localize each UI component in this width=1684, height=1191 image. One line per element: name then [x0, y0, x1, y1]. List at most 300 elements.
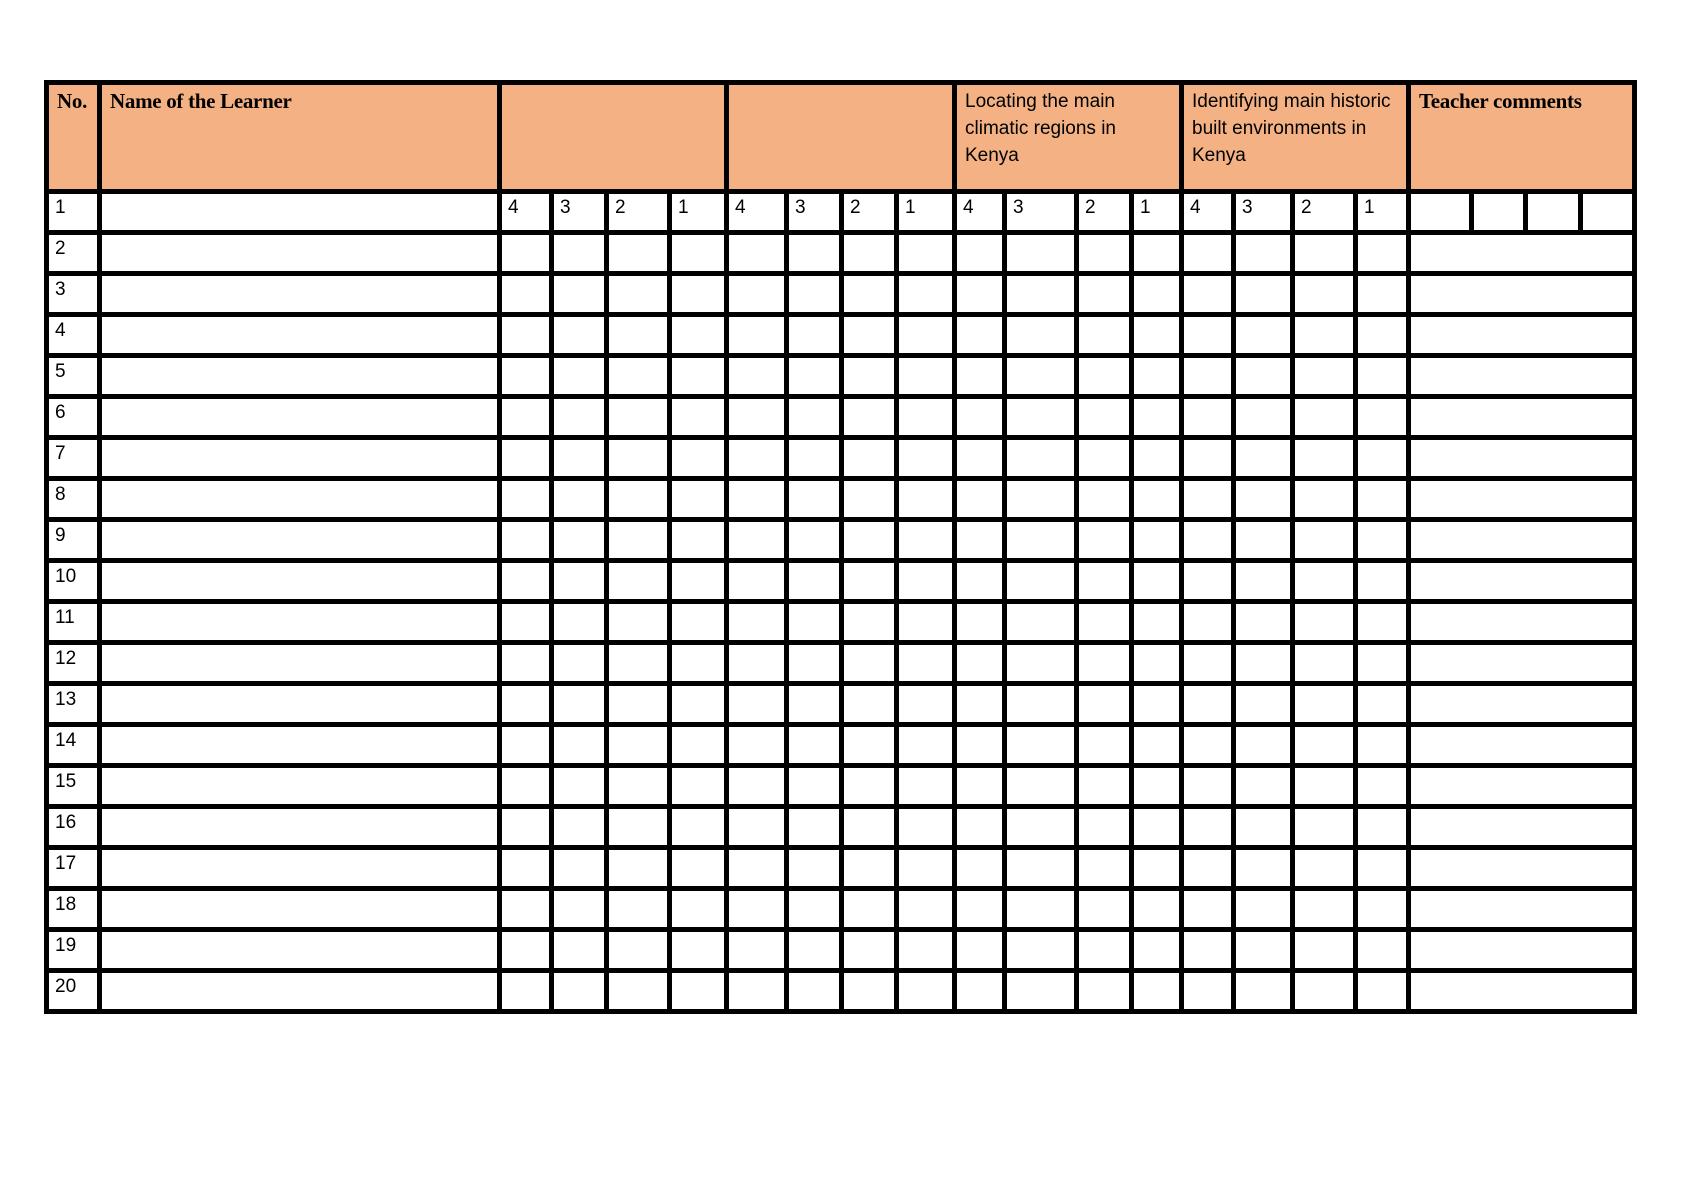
score-cell-criterion-2[interactable] — [727, 315, 787, 356]
score-cell-criterion-1[interactable] — [607, 479, 670, 520]
score-cell-criterion-historic-environments[interactable] — [1293, 766, 1356, 807]
score-cell-criterion-2[interactable] — [727, 561, 787, 602]
score-cell-criterion-2[interactable] — [842, 397, 897, 438]
score-cell-criterion-climatic-regions[interactable] — [955, 397, 1005, 438]
score-cell-criterion-2[interactable] — [787, 315, 842, 356]
score-cell-criterion-2[interactable] — [727, 971, 787, 1012]
score-cell-criterion-2[interactable] — [897, 889, 955, 930]
score-cell-criterion-historic-environments[interactable] — [1293, 602, 1356, 643]
score-cell-criterion-2[interactable] — [727, 356, 787, 397]
score-cell-criterion-2[interactable] — [787, 971, 842, 1012]
score-cell-criterion-historic-environments[interactable] — [1234, 766, 1293, 807]
score-cell-criterion-climatic-regions[interactable] — [1077, 397, 1132, 438]
score-cell-criterion-climatic-regions[interactable] — [1005, 561, 1077, 602]
score-cell-criterion-2[interactable] — [787, 397, 842, 438]
score-cell-criterion-2[interactable] — [842, 889, 897, 930]
score-cell-criterion-climatic-regions[interactable] — [1132, 643, 1182, 684]
score-cell-criterion-1[interactable] — [670, 397, 727, 438]
score-cell-criterion-1[interactable] — [607, 315, 670, 356]
score-cell-criterion-historic-environments[interactable] — [1182, 848, 1234, 889]
score-cell-criterion-1[interactable] — [607, 971, 670, 1012]
score-cell-criterion-2[interactable] — [842, 766, 897, 807]
score-cell-criterion-climatic-regions[interactable] — [1132, 520, 1182, 561]
score-cell-criterion-1[interactable] — [500, 725, 552, 766]
score-cell-criterion-1[interactable] — [552, 479, 607, 520]
score-cell-criterion-climatic-regions[interactable] — [1077, 356, 1132, 397]
score-cell-criterion-historic-environments[interactable] — [1182, 971, 1234, 1012]
score-cell-criterion-1[interactable] — [552, 725, 607, 766]
score-cell-criterion-historic-environments[interactable] — [1234, 725, 1293, 766]
score-cell-criterion-1[interactable] — [607, 233, 670, 274]
score-cell-criterion-climatic-regions[interactable] — [1132, 274, 1182, 315]
score-cell-criterion-2[interactable] — [897, 479, 955, 520]
score-cell-criterion-historic-environments[interactable] — [1293, 561, 1356, 602]
score-cell-criterion-historic-environments[interactable] — [1356, 274, 1409, 315]
score-cell-criterion-2[interactable] — [787, 930, 842, 971]
score-cell-criterion-1[interactable] — [607, 274, 670, 315]
score-cell-criterion-1[interactable] — [607, 930, 670, 971]
score-cell-criterion-climatic-regions[interactable] — [1005, 684, 1077, 725]
score-cell-criterion-historic-environments[interactable] — [1293, 971, 1356, 1012]
score-cell-criterion-historic-environments[interactable] — [1356, 848, 1409, 889]
teacher-comment-cell[interactable] — [1409, 274, 1635, 315]
score-cell-criterion-historic-environments[interactable] — [1293, 397, 1356, 438]
learner-name-cell[interactable] — [100, 725, 500, 766]
teacher-comment-cell[interactable] — [1409, 766, 1635, 807]
score-cell-criterion-climatic-regions[interactable] — [1077, 889, 1132, 930]
score-cell-criterion-climatic-regions[interactable] — [955, 520, 1005, 561]
learner-name-cell[interactable] — [100, 520, 500, 561]
score-cell-criterion-historic-environments[interactable] — [1356, 971, 1409, 1012]
teacher-comment-cell[interactable] — [1409, 356, 1635, 397]
score-cell-criterion-historic-environments[interactable] — [1182, 602, 1234, 643]
score-cell-criterion-2[interactable] — [787, 766, 842, 807]
score-cell-criterion-2[interactable] — [897, 766, 955, 807]
score-cell-criterion-historic-environments[interactable] — [1356, 356, 1409, 397]
score-cell-criterion-2[interactable] — [727, 602, 787, 643]
score-cell-criterion-climatic-regions[interactable] — [1077, 274, 1132, 315]
score-cell-criterion-climatic-regions[interactable] — [1005, 643, 1077, 684]
score-cell-criterion-historic-environments[interactable] — [1293, 807, 1356, 848]
score-cell-criterion-2[interactable] — [727, 848, 787, 889]
score-cell-criterion-2[interactable] — [787, 602, 842, 643]
score-cell-criterion-climatic-regions[interactable] — [1132, 930, 1182, 971]
score-cell-criterion-climatic-regions[interactable] — [1005, 479, 1077, 520]
score-cell-criterion-2[interactable] — [727, 520, 787, 561]
score-cell-criterion-2[interactable] — [897, 561, 955, 602]
score-cell-criterion-climatic-regions[interactable] — [1005, 807, 1077, 848]
score-cell-criterion-climatic-regions[interactable] — [1132, 684, 1182, 725]
score-cell-criterion-climatic-regions[interactable] — [1077, 479, 1132, 520]
score-cell-criterion-1[interactable] — [607, 397, 670, 438]
score-cell-criterion-climatic-regions[interactable] — [955, 602, 1005, 643]
score-cell-criterion-1[interactable] — [552, 356, 607, 397]
score-cell-criterion-2[interactable] — [787, 725, 842, 766]
score-cell-criterion-1[interactable] — [500, 274, 552, 315]
score-cell-criterion-1[interactable] — [500, 766, 552, 807]
score-cell-criterion-climatic-regions[interactable] — [1132, 725, 1182, 766]
comment-subcell[interactable] — [1581, 192, 1635, 233]
score-cell-criterion-1[interactable] — [500, 479, 552, 520]
score-cell-criterion-historic-environments[interactable] — [1234, 438, 1293, 479]
score-cell-criterion-climatic-regions[interactable] — [1005, 766, 1077, 807]
score-cell-criterion-climatic-regions[interactable] — [1132, 561, 1182, 602]
score-cell-criterion-1[interactable] — [670, 807, 727, 848]
learner-name-cell[interactable] — [100, 356, 500, 397]
score-cell-criterion-2[interactable] — [897, 643, 955, 684]
score-cell-criterion-historic-environments[interactable] — [1293, 930, 1356, 971]
score-cell-criterion-climatic-regions[interactable] — [1005, 971, 1077, 1012]
score-cell-criterion-1[interactable] — [670, 848, 727, 889]
teacher-comment-cell[interactable] — [1409, 971, 1635, 1012]
score-level-criterion-historic-environments[interactable]: 2 — [1293, 192, 1356, 233]
score-cell-criterion-2[interactable] — [842, 561, 897, 602]
learner-name-cell[interactable] — [100, 233, 500, 274]
score-cell-criterion-1[interactable] — [552, 315, 607, 356]
score-cell-criterion-2[interactable] — [897, 520, 955, 561]
score-cell-criterion-1[interactable] — [500, 356, 552, 397]
teacher-comment-cell[interactable] — [1409, 520, 1635, 561]
score-cell-criterion-1[interactable] — [500, 233, 552, 274]
score-cell-criterion-historic-environments[interactable] — [1182, 766, 1234, 807]
score-cell-criterion-historic-environments[interactable] — [1182, 643, 1234, 684]
score-cell-criterion-historic-environments[interactable] — [1356, 233, 1409, 274]
score-cell-criterion-1[interactable] — [607, 356, 670, 397]
score-level-criterion-historic-environments[interactable]: 1 — [1356, 192, 1409, 233]
score-cell-criterion-1[interactable] — [552, 602, 607, 643]
score-cell-criterion-historic-environments[interactable] — [1234, 807, 1293, 848]
score-level-criterion-historic-environments[interactable]: 3 — [1234, 192, 1293, 233]
score-cell-criterion-historic-environments[interactable] — [1182, 930, 1234, 971]
score-cell-criterion-2[interactable] — [842, 725, 897, 766]
score-cell-criterion-2[interactable] — [787, 356, 842, 397]
score-cell-criterion-2[interactable] — [727, 643, 787, 684]
score-cell-criterion-climatic-regions[interactable] — [1005, 520, 1077, 561]
score-cell-criterion-1[interactable] — [552, 848, 607, 889]
score-level-criterion-climatic-regions[interactable]: 4 — [955, 192, 1005, 233]
learner-name-cell[interactable] — [100, 971, 500, 1012]
score-level-criterion-1[interactable]: 2 — [607, 192, 670, 233]
score-cell-criterion-2[interactable] — [897, 397, 955, 438]
score-cell-criterion-1[interactable] — [607, 766, 670, 807]
score-cell-criterion-1[interactable] — [552, 561, 607, 602]
score-level-criterion-1[interactable]: 4 — [500, 192, 552, 233]
score-cell-criterion-1[interactable] — [500, 971, 552, 1012]
score-cell-criterion-2[interactable] — [727, 397, 787, 438]
score-cell-criterion-2[interactable] — [897, 930, 955, 971]
score-cell-criterion-historic-environments[interactable] — [1234, 315, 1293, 356]
score-cell-criterion-climatic-regions[interactable] — [955, 438, 1005, 479]
score-cell-criterion-historic-environments[interactable] — [1182, 233, 1234, 274]
score-cell-criterion-1[interactable] — [670, 356, 727, 397]
score-cell-criterion-2[interactable] — [727, 274, 787, 315]
teacher-comment-cell[interactable] — [1409, 684, 1635, 725]
score-cell-criterion-climatic-regions[interactable] — [1077, 438, 1132, 479]
score-cell-criterion-climatic-regions[interactable] — [1132, 438, 1182, 479]
score-cell-criterion-1[interactable] — [607, 684, 670, 725]
score-cell-criterion-historic-environments[interactable] — [1356, 643, 1409, 684]
score-cell-criterion-1[interactable] — [500, 930, 552, 971]
score-cell-criterion-climatic-regions[interactable] — [1005, 315, 1077, 356]
score-cell-criterion-historic-environments[interactable] — [1293, 233, 1356, 274]
score-level-criterion-climatic-regions[interactable]: 1 — [1132, 192, 1182, 233]
score-cell-criterion-climatic-regions[interactable] — [955, 807, 1005, 848]
score-cell-criterion-historic-environments[interactable] — [1356, 684, 1409, 725]
score-cell-criterion-1[interactable] — [670, 233, 727, 274]
score-cell-criterion-climatic-regions[interactable] — [1132, 397, 1182, 438]
score-cell-criterion-historic-environments[interactable] — [1182, 684, 1234, 725]
score-cell-criterion-1[interactable] — [670, 602, 727, 643]
score-cell-criterion-historic-environments[interactable] — [1182, 438, 1234, 479]
score-cell-criterion-historic-environments[interactable] — [1234, 971, 1293, 1012]
learner-name-cell[interactable] — [100, 889, 500, 930]
score-cell-criterion-1[interactable] — [500, 848, 552, 889]
score-cell-criterion-historic-environments[interactable] — [1234, 684, 1293, 725]
score-cell-criterion-2[interactable] — [842, 602, 897, 643]
score-cell-criterion-climatic-regions[interactable] — [955, 233, 1005, 274]
score-cell-criterion-2[interactable] — [787, 561, 842, 602]
score-cell-criterion-climatic-regions[interactable] — [1132, 971, 1182, 1012]
score-cell-criterion-climatic-regions[interactable] — [955, 930, 1005, 971]
score-cell-criterion-climatic-regions[interactable] — [1077, 725, 1132, 766]
learner-name-cell[interactable] — [100, 274, 500, 315]
teacher-comment-cell[interactable] — [1409, 438, 1635, 479]
score-cell-criterion-climatic-regions[interactable] — [1005, 725, 1077, 766]
score-cell-criterion-climatic-regions[interactable] — [955, 684, 1005, 725]
score-cell-criterion-1[interactable] — [552, 643, 607, 684]
score-cell-criterion-historic-environments[interactable] — [1234, 274, 1293, 315]
score-cell-criterion-historic-environments[interactable] — [1293, 520, 1356, 561]
score-cell-criterion-1[interactable] — [607, 643, 670, 684]
score-cell-criterion-2[interactable] — [787, 438, 842, 479]
score-cell-criterion-historic-environments[interactable] — [1356, 561, 1409, 602]
score-cell-criterion-historic-environments[interactable] — [1234, 930, 1293, 971]
learner-name-cell[interactable] — [100, 684, 500, 725]
score-cell-criterion-climatic-regions[interactable] — [955, 561, 1005, 602]
score-cell-criterion-historic-environments[interactable] — [1234, 397, 1293, 438]
score-cell-criterion-1[interactable] — [670, 930, 727, 971]
score-cell-criterion-climatic-regions[interactable] — [955, 356, 1005, 397]
score-cell-criterion-2[interactable] — [842, 807, 897, 848]
score-cell-criterion-historic-environments[interactable] — [1182, 520, 1234, 561]
score-cell-criterion-climatic-regions[interactable] — [1077, 602, 1132, 643]
score-cell-criterion-historic-environments[interactable] — [1234, 602, 1293, 643]
score-cell-criterion-1[interactable] — [607, 807, 670, 848]
score-cell-criterion-2[interactable] — [727, 766, 787, 807]
score-cell-criterion-historic-environments[interactable] — [1293, 274, 1356, 315]
score-cell-criterion-2[interactable] — [787, 848, 842, 889]
score-cell-criterion-climatic-regions[interactable] — [1077, 848, 1132, 889]
score-cell-criterion-2[interactable] — [787, 889, 842, 930]
score-cell-criterion-1[interactable] — [500, 520, 552, 561]
score-cell-criterion-1[interactable] — [500, 561, 552, 602]
score-cell-criterion-climatic-regions[interactable] — [1005, 438, 1077, 479]
score-cell-criterion-1[interactable] — [607, 438, 670, 479]
score-level-criterion-climatic-regions[interactable]: 2 — [1077, 192, 1132, 233]
score-cell-criterion-2[interactable] — [842, 971, 897, 1012]
score-cell-criterion-1[interactable] — [670, 971, 727, 1012]
score-cell-criterion-historic-environments[interactable] — [1293, 889, 1356, 930]
score-cell-criterion-climatic-regions[interactable] — [955, 725, 1005, 766]
learner-name-cell[interactable] — [100, 561, 500, 602]
comment-subcell[interactable] — [1526, 192, 1581, 233]
score-cell-criterion-2[interactable] — [842, 684, 897, 725]
score-cell-criterion-climatic-regions[interactable] — [1005, 848, 1077, 889]
score-cell-criterion-2[interactable] — [787, 233, 842, 274]
score-cell-criterion-historic-environments[interactable] — [1356, 479, 1409, 520]
score-cell-criterion-historic-environments[interactable] — [1234, 848, 1293, 889]
teacher-comment-cell[interactable] — [1409, 315, 1635, 356]
score-cell-criterion-historic-environments[interactable] — [1356, 520, 1409, 561]
score-cell-criterion-2[interactable] — [842, 479, 897, 520]
score-cell-criterion-1[interactable] — [670, 643, 727, 684]
score-cell-criterion-historic-environments[interactable] — [1293, 725, 1356, 766]
score-cell-criterion-2[interactable] — [727, 479, 787, 520]
score-cell-criterion-1[interactable] — [607, 602, 670, 643]
score-cell-criterion-climatic-regions[interactable] — [1077, 766, 1132, 807]
score-cell-criterion-climatic-regions[interactable] — [955, 643, 1005, 684]
score-cell-criterion-2[interactable] — [787, 520, 842, 561]
score-cell-criterion-1[interactable] — [670, 725, 727, 766]
score-cell-criterion-historic-environments[interactable] — [1293, 315, 1356, 356]
score-cell-criterion-1[interactable] — [607, 848, 670, 889]
score-cell-criterion-climatic-regions[interactable] — [1005, 397, 1077, 438]
score-cell-criterion-1[interactable] — [670, 315, 727, 356]
score-cell-criterion-historic-environments[interactable] — [1293, 438, 1356, 479]
learner-name-cell[interactable] — [100, 602, 500, 643]
score-cell-criterion-1[interactable] — [670, 766, 727, 807]
score-level-criterion-climatic-regions[interactable]: 3 — [1005, 192, 1077, 233]
score-cell-criterion-2[interactable] — [787, 643, 842, 684]
score-cell-criterion-historic-environments[interactable] — [1356, 889, 1409, 930]
score-cell-criterion-climatic-regions[interactable] — [1005, 274, 1077, 315]
score-cell-criterion-climatic-regions[interactable] — [1005, 889, 1077, 930]
score-cell-criterion-1[interactable] — [552, 520, 607, 561]
score-cell-criterion-climatic-regions[interactable] — [1077, 520, 1132, 561]
score-cell-criterion-climatic-regions[interactable] — [1077, 643, 1132, 684]
score-cell-criterion-historic-environments[interactable] — [1182, 274, 1234, 315]
score-cell-criterion-2[interactable] — [727, 725, 787, 766]
score-cell-criterion-climatic-regions[interactable] — [1132, 807, 1182, 848]
score-cell-criterion-historic-environments[interactable] — [1356, 725, 1409, 766]
score-cell-criterion-2[interactable] — [787, 274, 842, 315]
score-cell-criterion-1[interactable] — [670, 479, 727, 520]
score-cell-criterion-historic-environments[interactable] — [1356, 766, 1409, 807]
score-cell-criterion-climatic-regions[interactable] — [1077, 684, 1132, 725]
teacher-comment-cell[interactable] — [1409, 930, 1635, 971]
teacher-comment-cell[interactable] — [1409, 233, 1635, 274]
score-cell-criterion-historic-environments[interactable] — [1182, 315, 1234, 356]
score-cell-criterion-1[interactable] — [670, 889, 727, 930]
score-cell-criterion-1[interactable] — [552, 438, 607, 479]
score-cell-criterion-climatic-regions[interactable] — [1077, 971, 1132, 1012]
score-cell-criterion-climatic-regions[interactable] — [955, 274, 1005, 315]
score-cell-criterion-historic-environments[interactable] — [1182, 725, 1234, 766]
score-cell-criterion-historic-environments[interactable] — [1293, 643, 1356, 684]
learner-name-cell[interactable] — [100, 807, 500, 848]
score-cell-criterion-historic-environments[interactable] — [1182, 889, 1234, 930]
score-cell-criterion-historic-environments[interactable] — [1182, 479, 1234, 520]
score-cell-criterion-1[interactable] — [552, 807, 607, 848]
score-cell-criterion-2[interactable] — [842, 356, 897, 397]
score-cell-criterion-2[interactable] — [897, 356, 955, 397]
score-cell-criterion-historic-environments[interactable] — [1356, 602, 1409, 643]
score-cell-criterion-1[interactable] — [607, 725, 670, 766]
learner-name-cell[interactable] — [100, 643, 500, 684]
score-cell-criterion-historic-environments[interactable] — [1356, 930, 1409, 971]
score-level-criterion-1[interactable]: 3 — [552, 192, 607, 233]
teacher-comment-cell[interactable] — [1409, 889, 1635, 930]
comment-subcell[interactable] — [1472, 192, 1526, 233]
score-cell-criterion-climatic-regions[interactable] — [1132, 766, 1182, 807]
score-cell-criterion-historic-environments[interactable] — [1234, 356, 1293, 397]
score-cell-criterion-2[interactable] — [842, 315, 897, 356]
score-cell-criterion-climatic-regions[interactable] — [1005, 356, 1077, 397]
score-cell-criterion-1[interactable] — [607, 561, 670, 602]
score-cell-criterion-1[interactable] — [670, 274, 727, 315]
score-cell-criterion-historic-environments[interactable] — [1182, 397, 1234, 438]
score-cell-criterion-1[interactable] — [670, 561, 727, 602]
score-cell-criterion-climatic-regions[interactable] — [1077, 315, 1132, 356]
teacher-comment-cell[interactable] — [1409, 643, 1635, 684]
learner-name-cell[interactable] — [100, 397, 500, 438]
score-cell-criterion-2[interactable] — [897, 602, 955, 643]
score-cell-criterion-2[interactable] — [897, 315, 955, 356]
score-cell-criterion-climatic-regions[interactable] — [955, 315, 1005, 356]
score-cell-criterion-1[interactable] — [552, 233, 607, 274]
score-cell-criterion-1[interactable] — [552, 766, 607, 807]
score-cell-criterion-1[interactable] — [607, 520, 670, 561]
score-cell-criterion-2[interactable] — [842, 848, 897, 889]
learner-name-cell[interactable] — [100, 766, 500, 807]
score-cell-criterion-historic-environments[interactable] — [1182, 561, 1234, 602]
score-cell-criterion-1[interactable] — [670, 438, 727, 479]
score-cell-criterion-historic-environments[interactable] — [1234, 233, 1293, 274]
score-cell-criterion-1[interactable] — [552, 889, 607, 930]
score-cell-criterion-historic-environments[interactable] — [1356, 438, 1409, 479]
score-cell-criterion-1[interactable] — [500, 643, 552, 684]
score-cell-criterion-2[interactable] — [727, 684, 787, 725]
score-cell-criterion-historic-environments[interactable] — [1234, 643, 1293, 684]
teacher-comment-cell[interactable] — [1409, 848, 1635, 889]
score-cell-criterion-2[interactable] — [727, 438, 787, 479]
teacher-comment-cell[interactable] — [1409, 807, 1635, 848]
teacher-comment-cell[interactable] — [1409, 602, 1635, 643]
score-level-criterion-1[interactable]: 1 — [670, 192, 727, 233]
score-cell-criterion-historic-environments[interactable] — [1182, 356, 1234, 397]
score-cell-criterion-climatic-regions[interactable] — [1077, 561, 1132, 602]
score-cell-criterion-climatic-regions[interactable] — [1005, 602, 1077, 643]
score-cell-criterion-1[interactable] — [552, 930, 607, 971]
score-cell-criterion-1[interactable] — [670, 520, 727, 561]
score-cell-criterion-climatic-regions[interactable] — [1132, 315, 1182, 356]
score-cell-criterion-historic-environments[interactable] — [1234, 520, 1293, 561]
score-cell-criterion-historic-environments[interactable] — [1293, 479, 1356, 520]
score-cell-criterion-historic-environments[interactable] — [1356, 315, 1409, 356]
score-cell-criterion-2[interactable] — [842, 233, 897, 274]
score-cell-criterion-2[interactable] — [897, 807, 955, 848]
score-cell-criterion-historic-environments[interactable] — [1356, 397, 1409, 438]
score-cell-criterion-2[interactable] — [897, 725, 955, 766]
score-cell-criterion-1[interactable] — [552, 397, 607, 438]
score-cell-criterion-2[interactable] — [897, 971, 955, 1012]
learner-name-cell[interactable] — [100, 192, 500, 233]
score-level-criterion-historic-environments[interactable]: 4 — [1182, 192, 1234, 233]
score-cell-criterion-climatic-regions[interactable] — [1132, 602, 1182, 643]
score-cell-criterion-1[interactable] — [552, 684, 607, 725]
learner-name-cell[interactable] — [100, 848, 500, 889]
learner-name-cell[interactable] — [100, 315, 500, 356]
